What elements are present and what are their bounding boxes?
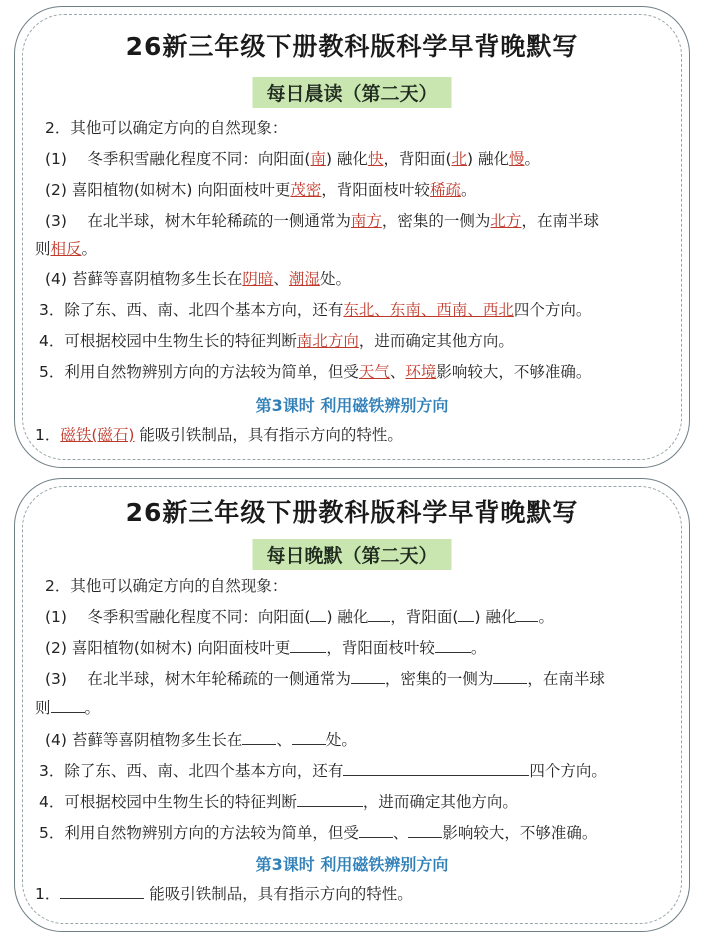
answer-blank[interactable] <box>51 698 85 713</box>
line-point-4: 4．可根据校园中生物生长的特征判断 ，进而确定其他方向。 <box>39 793 518 811</box>
answer-blank[interactable] <box>60 884 144 899</box>
evening-card <box>14 478 690 932</box>
line-point-3: 3．除了东、西、南、北四个基本方向，还有东北、东南、西南、西北四个方向。 <box>39 301 592 319</box>
morning-card <box>14 6 690 468</box>
answer-blank[interactable] <box>368 607 390 622</box>
answer-blank[interactable] <box>408 823 442 838</box>
section-subheading: 第3课时 利用磁铁辨别方向 <box>255 855 449 874</box>
answer-blank[interactable] <box>290 638 326 653</box>
answer-blank[interactable] <box>493 669 527 684</box>
line-item-2: (2) 喜阳植物(如树木) 向阳面枝叶更 ，背阳面枝叶较 。 <box>45 639 487 657</box>
line-item-2: (2) 喜阳植物(如树木) 向阳面枝叶更茂密，背阳面枝叶较稀疏。 <box>45 181 477 199</box>
line-lesson3-item-1: 1．磁铁(磁石) 能吸引铁制品，具有指示方向的特性。 <box>35 426 403 444</box>
line-item-3: (3) 在北半球，树木年轮稀疏的一侧通常为 ，密集的一侧为 ，在南半球 <box>45 670 605 688</box>
answer-blank[interactable] <box>343 761 529 776</box>
line-point-5: 5．利用自然物辨别方向的方法较为简单，但受 、 影响较大，不够准确。 <box>39 824 598 842</box>
line-intro: 2．其他可以确定方向的自然现象： <box>45 577 288 595</box>
answer-blank[interactable] <box>297 792 363 807</box>
line-item-3: (3) 在北半球，树木年轮稀疏的一侧通常为南方，密集的一侧为北方，在南半球 <box>45 212 599 230</box>
line-item-4: (4) 苔藓等喜阴植物多生长在 、 处。 <box>45 731 357 749</box>
line-lesson3-item-1: 1． 能吸引铁制品，具有指示方向的特性。 <box>35 885 413 903</box>
line-item-4: (4) 苔藓等喜阴植物多生长在阴暗、潮湿处。 <box>45 270 351 288</box>
answer-blank[interactable] <box>351 669 385 684</box>
answer-blank[interactable] <box>242 730 276 745</box>
line-point-5: 5．利用自然物辨别方向的方法较为简单，但受天气、环境影响较大，不够准确。 <box>39 363 592 381</box>
answer-blank[interactable] <box>435 638 471 653</box>
line-item-3-cont: 则相反。 <box>35 240 98 258</box>
answer-blank[interactable] <box>516 607 538 622</box>
answer-blank[interactable] <box>458 607 474 622</box>
card-title: 26新三年级下册教科版科学早背晚默写 <box>125 498 579 527</box>
card-badge: 每日晚默（第二天） <box>252 539 451 570</box>
card-badge: 每日晨读（第二天） <box>252 77 451 108</box>
line-item-1: (1) 冬季积雪融化程度不同：向阳面( ) 融化 ，背阳面( ) 融化 。 <box>45 608 554 626</box>
line-item-1: (1) 冬季积雪融化程度不同：向阳面(南) 融化快，背阳面(北) 融化慢。 <box>45 150 541 168</box>
line-point-3: 3．除了东、西、南、北四个基本方向，还有 四个方向。 <box>39 762 607 780</box>
answer-blank[interactable] <box>310 607 326 622</box>
line-intro: 2．其他可以确定方向的自然现象： <box>45 119 288 137</box>
line-item-3-cont: 则 。 <box>35 699 101 717</box>
line-point-4: 4．可根据校园中生物生长的特征判断南北方向，进而确定其他方向。 <box>39 332 514 350</box>
answer-blank[interactable] <box>292 730 326 745</box>
section-subheading: 第3课时 利用磁铁辨别方向 <box>255 396 449 415</box>
answer-blank[interactable] <box>359 823 393 838</box>
card-title: 26新三年级下册教科版科学早背晚默写 <box>125 32 579 61</box>
